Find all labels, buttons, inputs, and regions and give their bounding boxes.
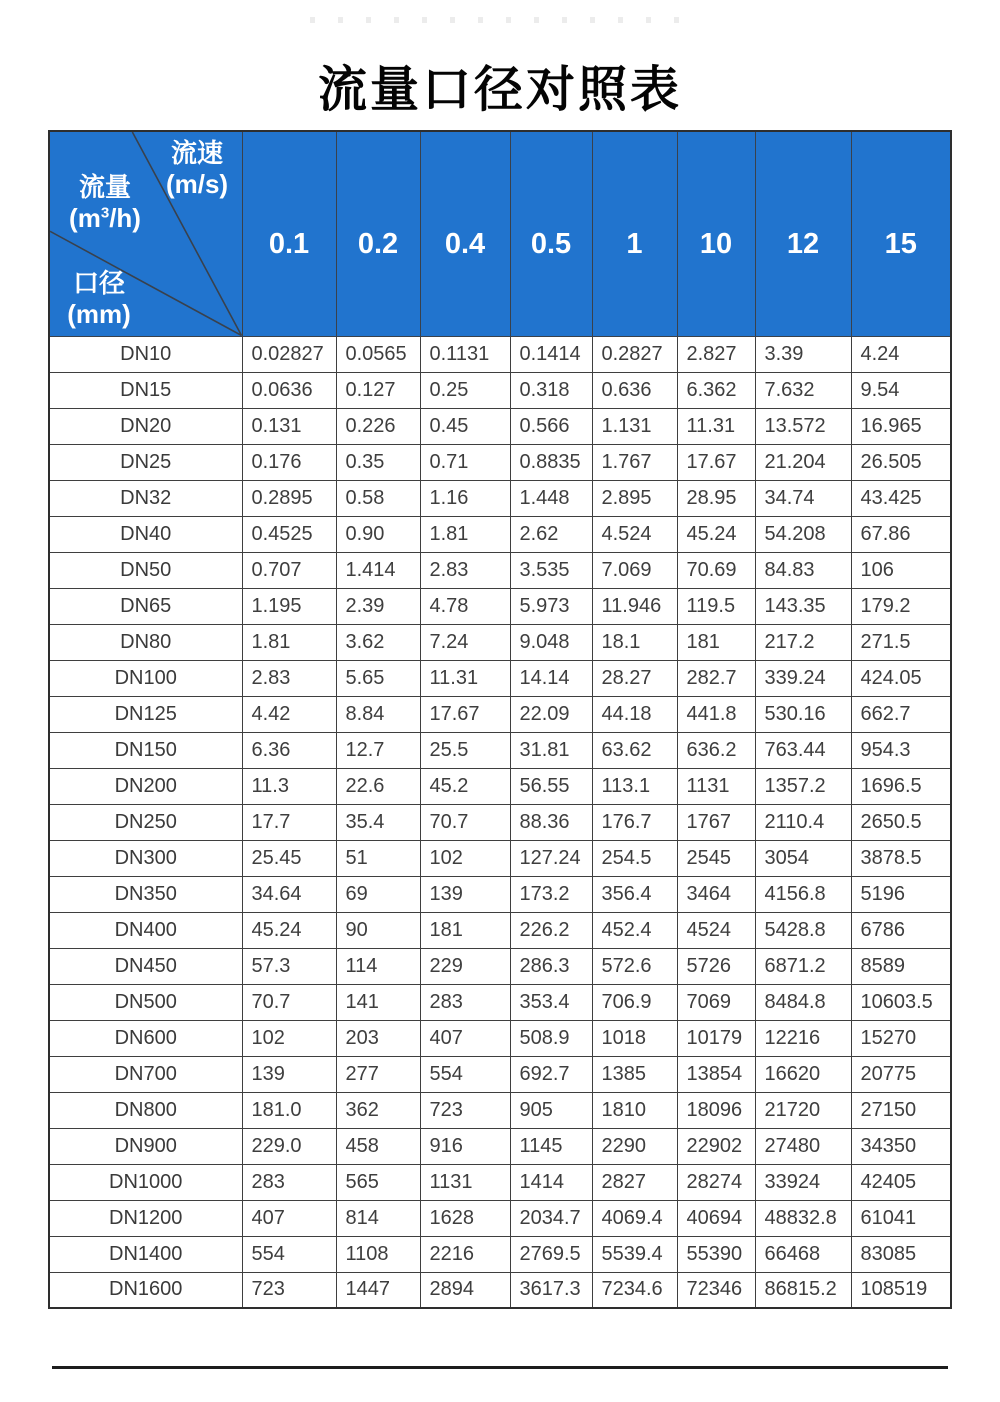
- row-dn-label: DN1000: [49, 1164, 242, 1200]
- flow-value-cell: 954.3: [851, 732, 951, 768]
- flow-value-cell: 63.62: [592, 732, 677, 768]
- table-row: [49, 1236, 951, 1272]
- flow-value-cell: 723: [242, 1272, 336, 1308]
- flow-value-cell: 1.414: [336, 552, 420, 588]
- flow-value-cell: 17.7: [242, 804, 336, 840]
- row-dn-label: DN700: [49, 1056, 242, 1092]
- flow-value-cell: 2290: [592, 1128, 677, 1164]
- flow-value-cell: 229: [420, 948, 510, 984]
- flow-value-cell: 56.55: [510, 768, 592, 804]
- flow-value-cell: 11.31: [420, 660, 510, 696]
- flow-value-cell: 34350: [851, 1128, 951, 1164]
- flow-value-cell: 28.27: [592, 660, 677, 696]
- header-row: [49, 131, 951, 336]
- flow-value-cell: 34.64: [242, 876, 336, 912]
- flow-value-cell: 69: [336, 876, 420, 912]
- flow-value-cell: 1131: [677, 768, 755, 804]
- flow-value-cell: 72346: [677, 1272, 755, 1308]
- table-body: [49, 336, 951, 1308]
- row-dn-label: DN125: [49, 696, 242, 732]
- flow-value-cell: 530.16: [755, 696, 851, 732]
- flow-value-cell: 424.05: [851, 660, 951, 696]
- flow-value-cell: 356.4: [592, 876, 677, 912]
- flow-value-cell: 905: [510, 1092, 592, 1128]
- flow-value-cell: 636.2: [677, 732, 755, 768]
- flow-value-cell: 1.448: [510, 480, 592, 516]
- flow-value-cell: 4069.4: [592, 1200, 677, 1236]
- flow-value-cell: 67.86: [851, 516, 951, 552]
- row-dn-label: DN25: [49, 444, 242, 480]
- flow-value-cell: 2034.7: [510, 1200, 592, 1236]
- row-dn-label: DN400: [49, 912, 242, 948]
- table-row: [49, 1056, 951, 1092]
- page-title: 流量口径对照表: [317, 62, 682, 117]
- flow-value-cell: 127.24: [510, 840, 592, 876]
- flow-value-cell: 66468: [755, 1236, 851, 1272]
- flow-value-cell: 339.24: [755, 660, 851, 696]
- flow-value-cell: 203: [336, 1020, 420, 1056]
- flow-value-cell: 28.95: [677, 480, 755, 516]
- table-row: [49, 984, 951, 1020]
- flow-value-cell: 14.14: [510, 660, 592, 696]
- flow-value-cell: 3.535: [510, 552, 592, 588]
- flow-value-cell: 1.81: [242, 624, 336, 660]
- flow-value-cell: 4524: [677, 912, 755, 948]
- row-dn-label: DN40: [49, 516, 242, 552]
- flow-value-cell: 26.505: [851, 444, 951, 480]
- flow-value-cell: 5.973: [510, 588, 592, 624]
- flow-value-cell: 1131: [420, 1164, 510, 1200]
- flow-value-cell: 814: [336, 1200, 420, 1236]
- flow-value-cell: 83085: [851, 1236, 951, 1272]
- flow-value-cell: 217.2: [755, 624, 851, 660]
- flow-value-cell: 458: [336, 1128, 420, 1164]
- flow-value-cell: 1.131: [592, 408, 677, 444]
- flow-value-cell: 1414: [510, 1164, 592, 1200]
- table-row: [49, 624, 951, 660]
- flow-value-cell: 1628: [420, 1200, 510, 1236]
- flow-value-cell: 13854: [677, 1056, 755, 1092]
- table-row: [49, 552, 951, 588]
- flow-value-cell: 1767: [677, 804, 755, 840]
- flow-value-cell: 20775: [851, 1056, 951, 1092]
- flow-value-cell: 13.572: [755, 408, 851, 444]
- flow-value-cell: 0.226: [336, 408, 420, 444]
- flow-value-cell: 407: [242, 1200, 336, 1236]
- row-dn-label: DN100: [49, 660, 242, 696]
- flow-value-cell: 0.2895: [242, 480, 336, 516]
- flow-value-cell: 9.048: [510, 624, 592, 660]
- flow-value-cell: 0.8835: [510, 444, 592, 480]
- flow-value-cell: 181: [420, 912, 510, 948]
- flow-value-cell: 17.67: [420, 696, 510, 732]
- table-row: [49, 1128, 951, 1164]
- flow-value-cell: 5726: [677, 948, 755, 984]
- row-dn-label: DN65: [49, 588, 242, 624]
- flow-value-cell: 565: [336, 1164, 420, 1200]
- flow-value-cell: 3.62: [336, 624, 420, 660]
- table-row: [49, 1200, 951, 1236]
- flow-value-cell: 17.67: [677, 444, 755, 480]
- flow-value-cell: 554: [420, 1056, 510, 1092]
- flow-value-cell: 1.195: [242, 588, 336, 624]
- table-row: [49, 768, 951, 804]
- flow-value-cell: 43.425: [851, 480, 951, 516]
- velocity-unit: (m/s): [165, 169, 229, 200]
- flow-value-cell: 0.176: [242, 444, 336, 480]
- table-row: [49, 912, 951, 948]
- table-row: [49, 876, 951, 912]
- flow-value-cell: 11.3: [242, 768, 336, 804]
- flow-value-cell: 0.71: [420, 444, 510, 480]
- flow-value-cell: 27150: [851, 1092, 951, 1128]
- flow-value-cell: 283: [420, 984, 510, 1020]
- flow-value-cell: 2.83: [242, 660, 336, 696]
- flow-value-cell: 1810: [592, 1092, 677, 1128]
- flow-value-cell: 61041: [851, 1200, 951, 1236]
- flow-value-cell: 21720: [755, 1092, 851, 1128]
- flow-value-cell: 7.069: [592, 552, 677, 588]
- flow-value-cell: 25.5: [420, 732, 510, 768]
- flow-value-cell: 0.2827: [592, 336, 677, 372]
- velocity-column-header: 0.1: [242, 131, 336, 336]
- velocity-column-header: 0.4: [420, 131, 510, 336]
- flow-value-cell: 554: [242, 1236, 336, 1272]
- flow-value-cell: 16.965: [851, 408, 951, 444]
- row-dn-label: DN15: [49, 372, 242, 408]
- flow-value-cell: 8484.8: [755, 984, 851, 1020]
- flow-value-cell: 90: [336, 912, 420, 948]
- cropped-text-remnant: [310, 17, 700, 23]
- corner-diameter-label: [54, 268, 144, 330]
- row-dn-label: DN300: [49, 840, 242, 876]
- flow-value-cell: 1.767: [592, 444, 677, 480]
- flow-value-cell: 7.632: [755, 372, 851, 408]
- flow-value-cell: 7.24: [420, 624, 510, 660]
- flow-value-cell: 254.5: [592, 840, 677, 876]
- flow-value-cell: 0.02827: [242, 336, 336, 372]
- flow-value-cell: 4.78: [420, 588, 510, 624]
- flow-value-cell: 44.18: [592, 696, 677, 732]
- flow-value-cell: 25.45: [242, 840, 336, 876]
- flow-value-cell: 106: [851, 552, 951, 588]
- flow-value-cell: 723: [420, 1092, 510, 1128]
- velocity-column-header: 0.2: [336, 131, 420, 336]
- flow-value-cell: 22902: [677, 1128, 755, 1164]
- flow-value-cell: 5196: [851, 876, 951, 912]
- flow-value-cell: 0.4525: [242, 516, 336, 552]
- table-row: [49, 1092, 951, 1128]
- velocity-column-header: 1: [592, 131, 677, 336]
- flow-value-cell: 0.35: [336, 444, 420, 480]
- row-dn-label: DN80: [49, 624, 242, 660]
- flow-value-cell: 22.6: [336, 768, 420, 804]
- flow-value-cell: 277: [336, 1056, 420, 1092]
- flow-value-cell: 916: [420, 1128, 510, 1164]
- flow-value-cell: 70.7: [420, 804, 510, 840]
- row-dn-label: DN1200: [49, 1200, 242, 1236]
- flow-value-cell: 0.636: [592, 372, 677, 408]
- table-row: [49, 444, 951, 480]
- flow-value-cell: 2827: [592, 1164, 677, 1200]
- flow-value-cell: 45.24: [242, 912, 336, 948]
- flow-value-cell: 0.707: [242, 552, 336, 588]
- row-dn-label: DN32: [49, 480, 242, 516]
- table-row: [49, 804, 951, 840]
- flow-value-cell: 6.362: [677, 372, 755, 408]
- flow-value-cell: 11.946: [592, 588, 677, 624]
- velocity-column-header: 10: [677, 131, 755, 336]
- flow-value-cell: 3054: [755, 840, 851, 876]
- flow-value-cell: 113.1: [592, 768, 677, 804]
- flow-value-cell: 10179: [677, 1020, 755, 1056]
- flow-value-cell: 48832.8: [755, 1200, 851, 1236]
- flow-value-cell: 18096: [677, 1092, 755, 1128]
- flow-value-cell: 0.1131: [420, 336, 510, 372]
- flow-value-cell: 1.81: [420, 516, 510, 552]
- flow-value-cell: 27480: [755, 1128, 851, 1164]
- flow-value-cell: 7234.6: [592, 1272, 677, 1308]
- diameter-unit: (mm): [67, 299, 131, 330]
- flow-value-cell: 508.9: [510, 1020, 592, 1056]
- flow-value-cell: 12216: [755, 1020, 851, 1056]
- flow-value-cell: 35.4: [336, 804, 420, 840]
- flow-value-cell: 3878.5: [851, 840, 951, 876]
- flow-value-cell: 114: [336, 948, 420, 984]
- row-dn-label: DN1600: [49, 1272, 242, 1308]
- row-dn-label: DN800: [49, 1092, 242, 1128]
- flow-value-cell: 0.127: [336, 372, 420, 408]
- flow-value-cell: 4.42: [242, 696, 336, 732]
- table-row: [49, 1020, 951, 1056]
- flow-value-cell: 572.6: [592, 948, 677, 984]
- row-dn-label: DN900: [49, 1128, 242, 1164]
- flow-value-cell: 763.44: [755, 732, 851, 768]
- flow-value-cell: 34.74: [755, 480, 851, 516]
- flow-value-cell: 86815.2: [755, 1272, 851, 1308]
- flow-value-cell: 9.54: [851, 372, 951, 408]
- flow-value-cell: 42405: [851, 1164, 951, 1200]
- flow-value-cell: 2894: [420, 1272, 510, 1308]
- flow-value-cell: 40694: [677, 1200, 755, 1236]
- flow-value-cell: 21.204: [755, 444, 851, 480]
- table-row: [49, 1272, 951, 1308]
- flow-value-cell: 10603.5: [851, 984, 951, 1020]
- flow-value-cell: 1696.5: [851, 768, 951, 804]
- flow-diameter-table: [48, 130, 952, 1309]
- flow-value-cell: 2.39: [336, 588, 420, 624]
- flow-value-cell: 2216: [420, 1236, 510, 1272]
- flow-value-cell: 11.31: [677, 408, 755, 444]
- row-dn-label: DN500: [49, 984, 242, 1020]
- flow-text: 流量: [78, 172, 131, 202]
- table-row: [49, 336, 951, 372]
- bottom-divider-line: [52, 1366, 948, 1369]
- flow-value-cell: 8.84: [336, 696, 420, 732]
- flow-value-cell: 1108: [336, 1236, 420, 1272]
- flow-value-cell: 286.3: [510, 948, 592, 984]
- flow-value-cell: 4.24: [851, 336, 951, 372]
- flow-unit: $(m^3/h)$: [69, 203, 141, 234]
- flow-value-cell: 3464: [677, 876, 755, 912]
- flow-value-cell: 0.318: [510, 372, 592, 408]
- flow-value-cell: 70.7: [242, 984, 336, 1020]
- flow-value-cell: 141: [336, 984, 420, 1020]
- flow-value-cell: 51: [336, 840, 420, 876]
- flow-value-cell: 7069: [677, 984, 755, 1020]
- table-row: [49, 840, 951, 876]
- row-dn-label: DN1400: [49, 1236, 242, 1272]
- flow-value-cell: 2.83: [420, 552, 510, 588]
- flow-value-cell: 0.1414: [510, 336, 592, 372]
- row-dn-label: DN10: [49, 336, 242, 372]
- velocity-column-header: 15: [851, 131, 951, 336]
- flow-value-cell: 12.7: [336, 732, 420, 768]
- flow-value-cell: 0.25: [420, 372, 510, 408]
- flow-value-cell: 1447: [336, 1272, 420, 1308]
- flow-value-cell: 4.524: [592, 516, 677, 552]
- flow-value-cell: 102: [242, 1020, 336, 1056]
- flow-value-cell: 2110.4: [755, 804, 851, 840]
- flow-value-cell: 55390: [677, 1236, 755, 1272]
- flow-value-cell: 229.0: [242, 1128, 336, 1164]
- row-dn-label: DN250: [49, 804, 242, 840]
- flow-value-cell: 0.131: [242, 408, 336, 444]
- flow-value-cell: 5539.4: [592, 1236, 677, 1272]
- velocity-column-header: 12: [755, 131, 851, 336]
- flow-value-cell: 179.2: [851, 588, 951, 624]
- corner-velocity-label: [154, 138, 240, 200]
- flow-value-cell: 6786: [851, 912, 951, 948]
- flow-value-cell: 6871.2: [755, 948, 851, 984]
- flow-value-cell: 706.9: [592, 984, 677, 1020]
- flow-value-cell: 176.7: [592, 804, 677, 840]
- flow-value-cell: 139: [420, 876, 510, 912]
- flow-value-cell: 1357.2: [755, 768, 851, 804]
- flow-value-cell: 139: [242, 1056, 336, 1092]
- row-dn-label: DN600: [49, 1020, 242, 1056]
- flow-value-cell: 0.566: [510, 408, 592, 444]
- table-row: [49, 948, 951, 984]
- flow-value-cell: 353.4: [510, 984, 592, 1020]
- diameter-text: 口径: [72, 268, 125, 298]
- flow-value-cell: 181: [677, 624, 755, 660]
- flow-value-cell: 57.3: [242, 948, 336, 984]
- flow-value-cell: 70.69: [677, 552, 755, 588]
- flow-value-cell: 283: [242, 1164, 336, 1200]
- table-row: [49, 588, 951, 624]
- flow-value-cell: 2.62: [510, 516, 592, 552]
- row-dn-label: DN450: [49, 948, 242, 984]
- flow-value-cell: 3.39: [755, 336, 851, 372]
- table-row: [49, 732, 951, 768]
- table-row: [49, 696, 951, 732]
- flow-value-cell: 1145: [510, 1128, 592, 1164]
- flow-value-cell: 108519: [851, 1272, 951, 1308]
- row-dn-label: DN50: [49, 552, 242, 588]
- flow-value-cell: 1018: [592, 1020, 677, 1056]
- flow-value-cell: 88.36: [510, 804, 592, 840]
- flow-value-cell: 1385: [592, 1056, 677, 1092]
- velocity-column-header: 0.5: [510, 131, 592, 336]
- flow-value-cell: 22.09: [510, 696, 592, 732]
- flow-value-cell: 2769.5: [510, 1236, 592, 1272]
- flow-value-cell: 2650.5: [851, 804, 951, 840]
- flow-value-cell: 0.90: [336, 516, 420, 552]
- flow-value-cell: 407: [420, 1020, 510, 1056]
- flow-value-cell: 18.1: [592, 624, 677, 660]
- table-row: [49, 372, 951, 408]
- table-row: [49, 516, 951, 552]
- corner-header-cell: [49, 131, 242, 336]
- flow-value-cell: 31.81: [510, 732, 592, 768]
- flow-value-cell: 173.2: [510, 876, 592, 912]
- flow-value-cell: 8589: [851, 948, 951, 984]
- flow-value-cell: 84.83: [755, 552, 851, 588]
- flow-value-cell: 1.16: [420, 480, 510, 516]
- flow-value-cell: 119.5: [677, 588, 755, 624]
- table-row: [49, 660, 951, 696]
- flow-value-cell: 282.7: [677, 660, 755, 696]
- corner-flow-label: [58, 172, 152, 234]
- flow-value-cell: 692.7: [510, 1056, 592, 1092]
- flow-value-cell: 226.2: [510, 912, 592, 948]
- flow-value-cell: 45.24: [677, 516, 755, 552]
- row-dn-label: DN20: [49, 408, 242, 444]
- flow-value-cell: 5428.8: [755, 912, 851, 948]
- flow-value-cell: 441.8: [677, 696, 755, 732]
- flow-value-cell: 45.2: [420, 768, 510, 804]
- flow-value-cell: 6.36: [242, 732, 336, 768]
- flow-value-cell: 16620: [755, 1056, 851, 1092]
- flow-value-cell: 362: [336, 1092, 420, 1128]
- row-dn-label: DN350: [49, 876, 242, 912]
- flow-value-cell: 102: [420, 840, 510, 876]
- flow-value-cell: 271.5: [851, 624, 951, 660]
- row-dn-label: DN150: [49, 732, 242, 768]
- flow-value-cell: 0.0636: [242, 372, 336, 408]
- flow-value-cell: 0.45: [420, 408, 510, 444]
- flow-value-cell: 181.0: [242, 1092, 336, 1128]
- velocity-text: 流速: [170, 138, 223, 168]
- flow-value-cell: 54.208: [755, 516, 851, 552]
- flow-value-cell: 5.65: [336, 660, 420, 696]
- flow-value-cell: 15270: [851, 1020, 951, 1056]
- flow-value-cell: 4156.8: [755, 876, 851, 912]
- flow-value-cell: 452.4: [592, 912, 677, 948]
- flow-value-cell: 0.0565: [336, 336, 420, 372]
- flow-value-cell: 0.58: [336, 480, 420, 516]
- flow-value-cell: 3617.3: [510, 1272, 592, 1308]
- flow-value-cell: 2.827: [677, 336, 755, 372]
- flow-value-cell: 143.35: [755, 588, 851, 624]
- flow-value-cell: 2545: [677, 840, 755, 876]
- row-dn-label: DN200: [49, 768, 242, 804]
- flow-value-cell: 33924: [755, 1164, 851, 1200]
- flow-value-cell: 2.895: [592, 480, 677, 516]
- flow-value-cell: 28274: [677, 1164, 755, 1200]
- table-row: [49, 408, 951, 444]
- table-row: [49, 480, 951, 516]
- table-row: [49, 1164, 951, 1200]
- flow-value-cell: 662.7: [851, 696, 951, 732]
